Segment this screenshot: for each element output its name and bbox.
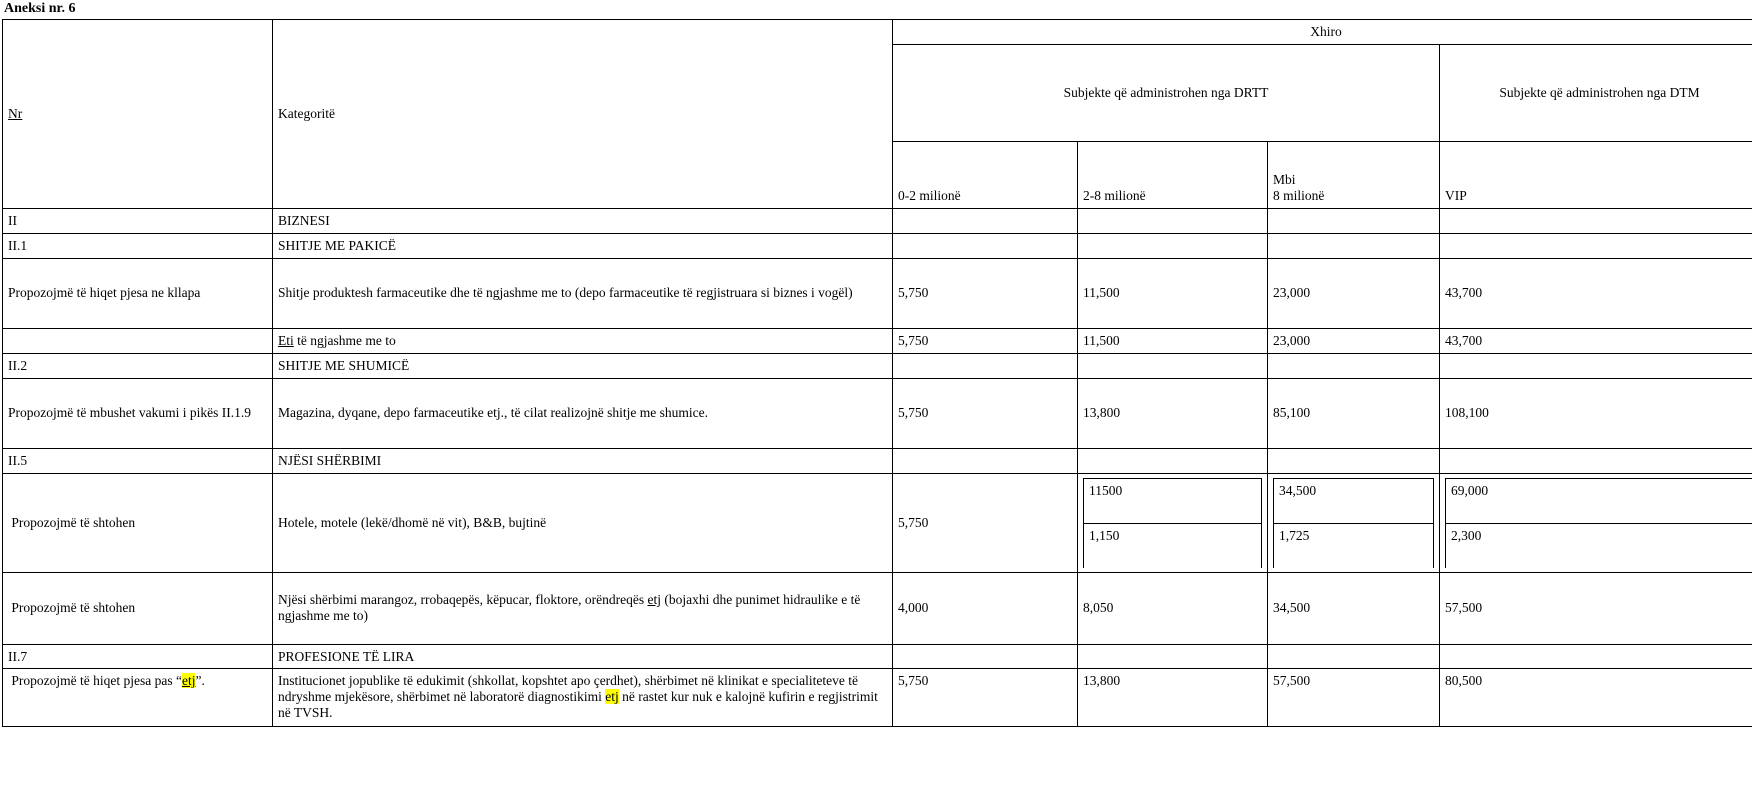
row-value-2	[1078, 644, 1268, 669]
row-value-1: 5,750	[893, 378, 1078, 448]
row-value-2a: 11500	[1084, 478, 1262, 523]
header-band-1: 0-2 milionë	[893, 141, 1078, 208]
row-value-4-split	[1440, 473, 1752, 572]
row-kategori: Institucionet jopublike të edukimit (shkollat, kopshtet apo çerdhet), shërbimet në klinikat e specialiteteve të ndryshme mjekësore, shërbimet në laboratorë diagnostikimi etj në rastet kur nuk e kalojnë kufirin e regjistrimit në TVSH.	[273, 669, 893, 727]
header-band-2: 2-8 milionë	[1078, 141, 1268, 208]
row-value-1: 5,750	[893, 669, 1078, 727]
row-kategori: BIZNESI	[273, 208, 893, 233]
row-nr: II.1	[3, 233, 273, 258]
table-row	[3, 473, 1752, 572]
row-value-3: 23,000	[1268, 328, 1440, 353]
row-kategori: Njësi shërbimi marangoz, rrobaqepës, këpucar, floktore, orëndreqës etj (bojaxhi dhe punimet hidraulike e të ngjashme me to)	[273, 572, 893, 644]
header-dtm: Subjekte që administrohen nga DTM	[1440, 44, 1752, 141]
row-value-4	[1440, 208, 1752, 233]
row-value-3	[1268, 233, 1440, 258]
row-kategori: Hotele, motele (lekë/dhomë në vit), B&B, bujtinë	[273, 473, 893, 572]
header-drtt: Subjekte që administrohen nga DRTT	[893, 44, 1440, 141]
table-row	[3, 378, 1752, 448]
table-row	[3, 258, 1752, 328]
row-kategori: SHITJE ME SHUMICË	[273, 353, 893, 378]
header-xhiro: Xhiro	[893, 20, 1752, 45]
row-value-2	[1078, 208, 1268, 233]
row-value-1	[893, 644, 1078, 669]
row-value-2: 11,500	[1078, 258, 1268, 328]
row-nr: II	[3, 208, 273, 233]
row-value-3	[1268, 644, 1440, 669]
table-row	[3, 233, 1752, 258]
table-row	[3, 669, 1752, 727]
row-value-4: 43,700	[1440, 258, 1752, 328]
row-value-3: 23,000	[1268, 258, 1440, 328]
table-row	[3, 644, 1752, 669]
row-value-4	[1440, 353, 1752, 378]
row-value-1: 5,750	[893, 328, 1078, 353]
row-value-3: 85,100	[1268, 378, 1440, 448]
table-row	[3, 448, 1752, 473]
row-kategori: Magazina, dyqane, depo farmaceutike etj., të cilat realizojnë shitje me shumice.	[273, 378, 893, 448]
header-kategori: Kategoritë	[273, 20, 893, 209]
row-value-4: 43,700	[1440, 328, 1752, 353]
row-kategori: Shitje produktesh farmaceutike dhe të ngjashme me to (depo farmaceutike të regjistruara si biznes i vogël)	[273, 258, 893, 328]
row-value-2	[1078, 233, 1268, 258]
row-kategori: Eti të ngjashme me to	[273, 328, 893, 353]
row-value-1	[893, 353, 1078, 378]
header-band-3: Mbi 8 milionë	[1268, 141, 1440, 208]
row-value-4	[1440, 233, 1752, 258]
row-kategori: SHITJE ME PAKICË	[273, 233, 893, 258]
row-value-3: 57,500	[1268, 669, 1440, 727]
row-value-1: 5,750	[893, 473, 1078, 572]
row-value-4	[1440, 644, 1752, 669]
row-value-4	[1440, 448, 1752, 473]
row-value-2: 8,050	[1078, 572, 1268, 644]
row-value-1: 4,000	[893, 572, 1078, 644]
row-nr: Propozojmë të shtohen	[3, 473, 273, 572]
row-value-1: 5,750	[893, 258, 1078, 328]
row-value-4: 108,100	[1440, 378, 1752, 448]
row-value-1	[893, 208, 1078, 233]
header-nr: Nr	[3, 20, 273, 209]
row-value-2: 11,500	[1078, 328, 1268, 353]
row-kategori: PROFESIONE TË LIRA	[273, 644, 893, 669]
row-value-3a: 34,500	[1274, 478, 1434, 523]
fees-table	[2, 19, 1752, 727]
row-value-3	[1268, 353, 1440, 378]
row-value-3	[1268, 208, 1440, 233]
row-value-4b: 2,300	[1446, 523, 1752, 568]
row-nr	[3, 328, 273, 353]
row-value-4: 80,500	[1440, 669, 1752, 727]
row-value-3: 34,500	[1268, 572, 1440, 644]
row-value-2	[1078, 353, 1268, 378]
row-nr: Propozojmë të shtohen	[3, 572, 273, 644]
table-row	[3, 353, 1752, 378]
row-value-2: 13,800	[1078, 378, 1268, 448]
row-value-4a: 69,000	[1446, 478, 1752, 523]
header-band-4: VIP	[1440, 141, 1752, 208]
row-kategori: NJËSI SHËRBIMI	[273, 448, 893, 473]
row-value-2: 13,800	[1078, 669, 1268, 727]
row-nr: II.5	[3, 448, 273, 473]
row-value-3b: 1,725	[1274, 523, 1434, 568]
table-header-row-1	[3, 20, 1752, 45]
row-value-3	[1268, 448, 1440, 473]
document-title: Aneksi nr. 6	[4, 1, 76, 16]
row-value-2b: 1,150	[1084, 523, 1262, 568]
row-nr: Propozojmë të hiqet pjesa pas “etj”.	[3, 669, 273, 727]
table-row	[3, 208, 1752, 233]
row-value-3-split	[1268, 473, 1440, 572]
row-nr: Propozojmë të hiqet pjesa ne kllapa	[3, 258, 273, 328]
row-value-4: 57,500	[1440, 572, 1752, 644]
row-nr: Propozojmë të mbushet vakumi i pikës II.1.9	[3, 378, 273, 448]
row-nr: II.7	[3, 644, 273, 669]
table-row	[3, 572, 1752, 644]
row-value-2-split	[1078, 473, 1268, 572]
row-value-1	[893, 233, 1078, 258]
table-row	[3, 328, 1752, 353]
row-value-1	[893, 448, 1078, 473]
row-value-2	[1078, 448, 1268, 473]
row-nr: II.2	[3, 353, 273, 378]
